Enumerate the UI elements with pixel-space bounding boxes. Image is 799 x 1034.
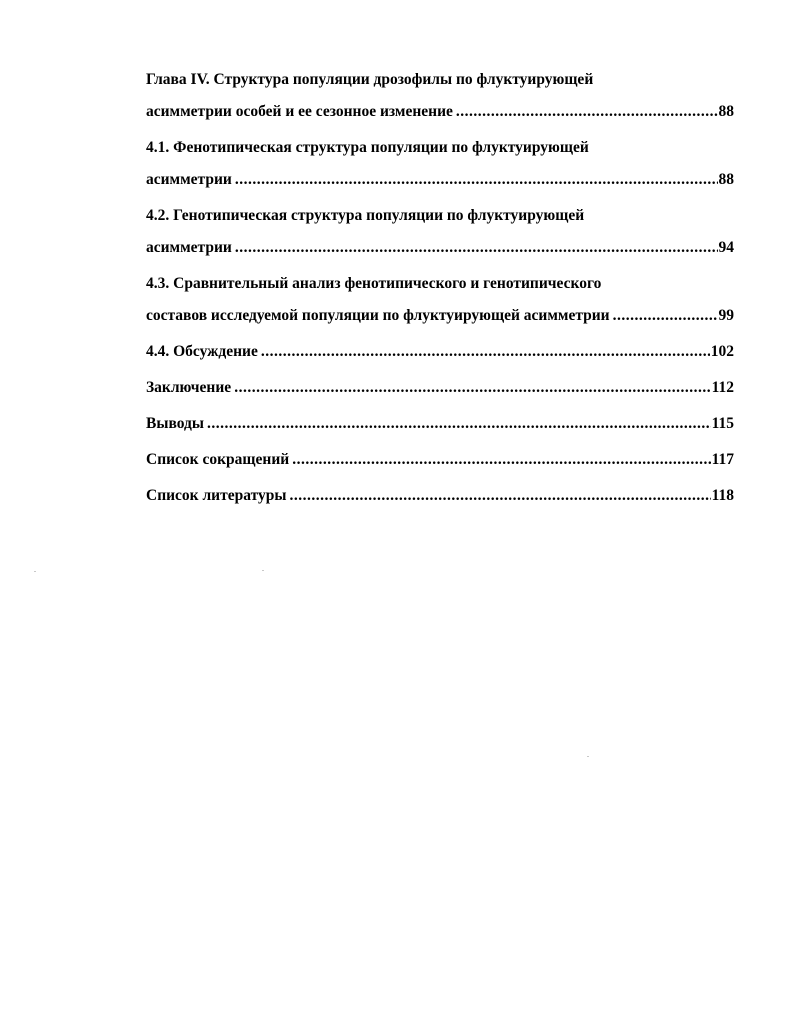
dot-leader — [235, 232, 718, 264]
toc-page-number: 94 — [718, 239, 734, 256]
toc-page-number: 88 — [718, 103, 734, 120]
toc-entry-line — [146, 336, 734, 368]
toc-entry-last-line — [146, 232, 734, 264]
dot-leader — [292, 444, 710, 476]
toc-page-number: 112 — [711, 379, 734, 396]
toc-entry-last-line — [146, 96, 734, 128]
dot-leader — [207, 408, 711, 440]
dot-leader — [234, 372, 710, 404]
toc-entry-4-4 — [146, 336, 734, 368]
toc-entry-line — [146, 480, 734, 512]
toc-entry-title-continued: составов исследуемой популяции по флуктуирующей асимметрии — [146, 307, 610, 324]
scan-speck — [34, 571, 36, 572]
toc-entry-title: Список сокращений — [146, 451, 290, 468]
dot-leader — [456, 96, 718, 128]
toc-entry-line — [146, 444, 734, 476]
dot-leader — [235, 164, 718, 196]
toc-entry-title: 4.2. Генотипическая структура популяции по флуктуирующей — [146, 207, 585, 224]
scan-speck — [262, 570, 264, 571]
toc-entry-title: 4.4. Обсуждение — [146, 343, 258, 360]
toc-page-number: 99 — [718, 307, 734, 324]
toc-entry-abbreviations — [146, 444, 734, 476]
toc-entry-4-2 — [146, 200, 734, 264]
toc-page-number: 118 — [711, 487, 734, 504]
toc-entry-title: Список литературы — [146, 487, 287, 504]
toc-entry-title: 4.3. Сравнительный анализ фенотипического и генотипического — [146, 275, 602, 292]
dot-leader — [261, 336, 710, 368]
toc-entry-title: Глава IV. Структура популяции дрозофилы по флуктуирующей — [146, 71, 594, 88]
toc-entry-findings — [146, 408, 734, 440]
toc-entry-title: Выводы — [146, 415, 204, 432]
toc-entry-first-line — [146, 200, 734, 232]
toc-entry-first-line — [146, 268, 734, 300]
toc-entry-title: Заключение — [146, 379, 232, 396]
toc-entry-first-line — [146, 132, 734, 164]
dot-leader — [613, 300, 718, 332]
toc-entry-references — [146, 480, 734, 512]
toc-entry-first-line — [146, 64, 734, 96]
toc-entry-title: 4.1. Фенотипическая структура популяции по флуктуирующей — [146, 139, 589, 156]
toc-entry-title-continued: асимметрии особей и ее сезонное изменение — [146, 103, 453, 120]
toc-entry-line — [146, 408, 734, 440]
toc-page-number: 102 — [710, 343, 734, 360]
toc-page-number: 117 — [711, 451, 734, 468]
toc-entry-last-line — [146, 300, 734, 332]
toc-entry-last-line — [146, 164, 734, 196]
toc-entry-chapter-4 — [146, 64, 734, 128]
toc-entry-title-continued: асимметрии — [146, 239, 232, 256]
table-of-contents — [146, 64, 734, 512]
toc-entry-4-1 — [146, 132, 734, 196]
toc-entry-title-continued: асимметрии — [146, 171, 232, 188]
toc-entry-line — [146, 372, 734, 404]
toc-entry-4-3 — [146, 268, 734, 332]
toc-page-number: 88 — [718, 171, 734, 188]
toc-entry-conclusion — [146, 372, 734, 404]
scan-speck — [587, 756, 589, 757]
toc-page-number: 115 — [711, 415, 734, 432]
dot-leader — [289, 480, 710, 512]
